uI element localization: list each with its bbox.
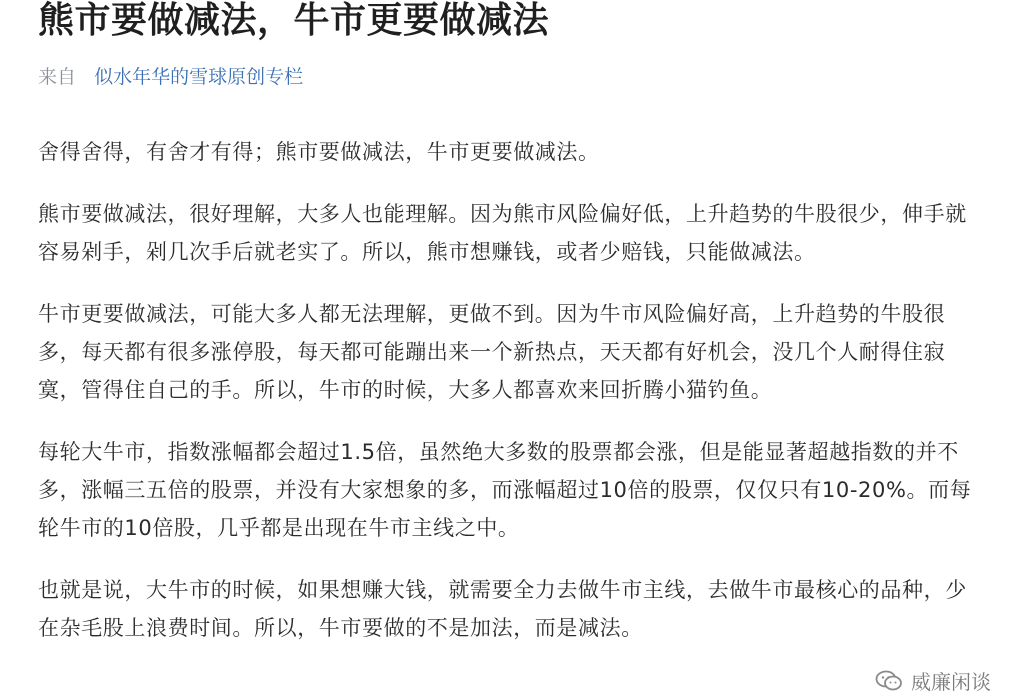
paragraph-5: 也就是说，大牛市的时候，如果想赚大钱，就需要全力去做牛市主线，去做牛市最核心的品种，少在杂毛股上浪费时间。所以，牛市要做的不是加法，而是减法。 — [38, 578, 967, 640]
wechat-icon — [875, 669, 903, 693]
column-link[interactable]: 似水年华的雪球原创专栏 — [94, 66, 304, 88]
paragraph-1: 舍得舍得，有舍才有得；熊市要做减法，牛市更要做减法。 — [38, 140, 600, 164]
source-prefix: 来自 — [38, 66, 77, 88]
paragraph-4: 每轮大牛市，指数涨幅都会超过1.5倍，虽然绝大多数的股票都会涨，但是能显著超越指数的并不多，涨幅三五倍的股票，并没有大家想象的多，而涨幅超过10倍的股票，仅仅只有10-20%。而每轮牛市的10倍股，几乎都是出现在牛市主线之中。 — [38, 440, 972, 540]
watermark-text: 威廉闲谈 — [911, 670, 991, 694]
paragraph-3: 牛市更要做减法，可能大多人都无法理解，更做不到。因为牛市风险偏好高，上升趋势的牛股很多，每天都有很多涨停股，每天都可能蹦出来一个新热点，天天都有好机会，没几个人耐得住寂寞，管得住自己的手。所以，牛市的时候，大多人都喜欢来回折腾小猫钓鱼。 — [38, 302, 946, 402]
article-source — [38, 62, 303, 92]
article-title: 熊市要做减法，牛市更要做减法 — [38, 0, 550, 41]
paragraph-2: 熊市要做减法，很好理解，大多人也能理解。因为熊市风险偏好低，上升趋势的牛股很少，伸手就容易剁手，剁几次手后就老实了。所以，熊市想赚钱，或者少赔钱，只能做减法。 — [38, 202, 967, 264]
watermark — [875, 666, 991, 695]
article-body — [38, 133, 973, 671]
